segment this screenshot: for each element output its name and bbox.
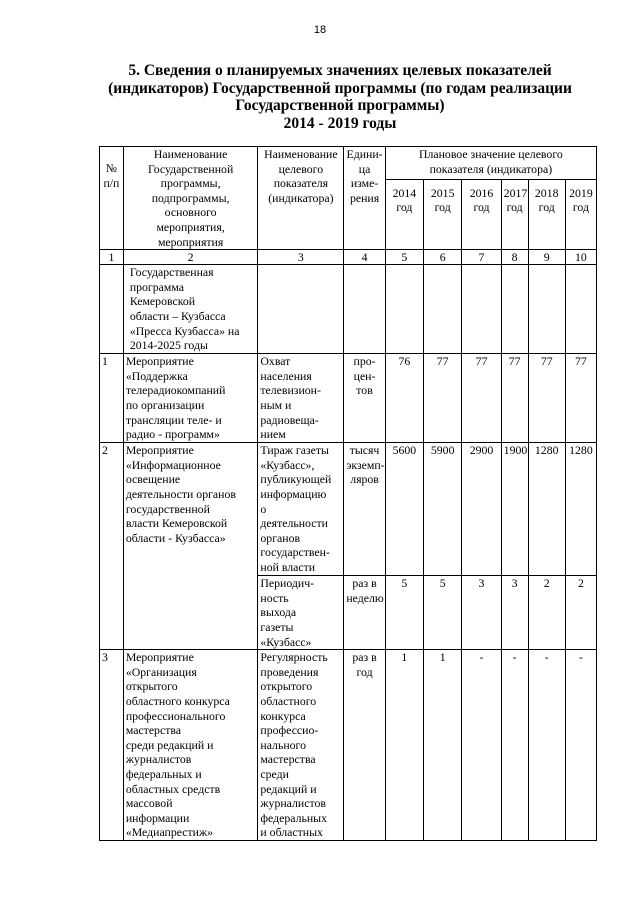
table-row xyxy=(100,650,597,841)
indicator-value: 77 xyxy=(565,354,596,443)
indicator-value: 77 xyxy=(462,354,501,443)
header-year xyxy=(528,179,565,249)
column-number: 5 xyxy=(385,250,423,265)
year-suffix: год xyxy=(506,200,523,215)
activity-name: Мероприятие «Организация открытого областного конкурса профессионального мастерства среди редакций и журналистов федеральных и областных средств массовой информации «Медиапрестиж» xyxy=(123,650,258,841)
indicator-value: 2 xyxy=(528,576,565,650)
year-value: 2017 xyxy=(503,185,528,200)
indicator-value: 5900 xyxy=(424,443,462,576)
row-num: 1 xyxy=(100,354,124,443)
column-number: 3 xyxy=(258,250,344,265)
indicator-unit: про- цен- тов xyxy=(344,354,385,443)
empty-cell xyxy=(462,265,501,354)
title-line: (индикаторов) Государственной программы (по годам реализации xyxy=(108,79,572,97)
header-indicator-name: Наименование целевого показателя (индикатора) xyxy=(258,147,344,250)
header-num: № п/п xyxy=(100,147,124,250)
column-number: 7 xyxy=(462,250,501,265)
indicator-name: Периодич- ность выхода газеты «Кузбасс» xyxy=(258,576,344,650)
year-suffix: год xyxy=(572,200,589,215)
indicator-name: Охват населения телевизион- ным и радиовеща- нием xyxy=(258,354,344,443)
column-numbers-row xyxy=(100,250,597,265)
empty-cell xyxy=(565,265,596,354)
empty-cell xyxy=(344,265,385,354)
indicator-value: 76 xyxy=(385,354,423,443)
year-suffix: год xyxy=(434,200,451,215)
indicator-name: Регулярность проведения открытого областного конкурса профессио- нального мастерства среди редакций и журналистов федеральных и областных xyxy=(258,650,344,841)
indicator-value: 2900 xyxy=(462,443,501,576)
title-line: 5. Сведения о планируемых значениях целевых показателей xyxy=(128,62,552,79)
indicator-name: Тираж газеты «Кузбасс», публикующей информацию о деятельности органов государствен- ной власти xyxy=(258,443,344,576)
indicator-value: - xyxy=(528,650,565,841)
indicator-value: 5 xyxy=(424,576,462,650)
indicator-value: 3 xyxy=(462,576,501,650)
year-value: 2016 xyxy=(469,185,494,200)
empty-cell xyxy=(501,265,528,354)
indicator-value: - xyxy=(501,650,528,841)
year-suffix: год xyxy=(396,200,413,215)
year-suffix: год xyxy=(538,200,555,215)
indicator-value: 77 xyxy=(528,354,565,443)
column-number: 6 xyxy=(424,250,462,265)
indicator-unit: раз в неделю xyxy=(344,576,385,650)
indicator-value: 5 xyxy=(385,576,423,650)
indicator-value: - xyxy=(565,650,596,841)
empty-cell xyxy=(385,265,423,354)
year-suffix: год xyxy=(473,200,490,215)
program-num-cell xyxy=(100,265,124,354)
indicator-value: 1900 xyxy=(501,443,528,576)
indicator-value: 2 xyxy=(565,576,596,650)
header-planned-value: Плановое значение целевого показателя (индикатора) xyxy=(385,147,596,180)
indicator-value: 3 xyxy=(501,576,528,650)
header-year xyxy=(424,179,462,249)
empty-cell xyxy=(528,265,565,354)
table-row xyxy=(100,354,597,443)
column-number: 10 xyxy=(565,250,596,265)
header-unit: Едини- ца изме- рения xyxy=(344,147,385,250)
row-num: 3 xyxy=(100,650,124,841)
column-number: 8 xyxy=(501,250,528,265)
indicator-value: - xyxy=(462,650,501,841)
header-program-name: Наименование Государственной программы, подпрограммы, основного мероприятия, мероприятия xyxy=(123,147,258,250)
year-value: 2014 xyxy=(392,185,417,200)
header-year xyxy=(462,179,501,249)
indicator-value: 1 xyxy=(385,650,423,841)
program-name: Государственная программа Кемеровской области – Кузбасса «Пресса Кузбасса» на 2014-2025 годы xyxy=(123,265,258,354)
indicator-value: 5600 xyxy=(385,443,423,576)
year-value: 2015 xyxy=(430,185,455,200)
indicator-value: 77 xyxy=(424,354,462,443)
indicator-unit: раз в год xyxy=(344,650,385,841)
activity-name: Мероприятие «Поддержка телерадиокомпаний по организации трансляции теле- и радио - программ» xyxy=(123,354,258,443)
column-number: 9 xyxy=(528,250,565,265)
program-row xyxy=(100,265,597,354)
indicator-value: 1 xyxy=(424,650,462,841)
page-number: 18 xyxy=(313,24,327,36)
indicator-value: 1280 xyxy=(528,443,565,576)
row-num: 2 xyxy=(100,443,124,650)
year-value: 2018 xyxy=(534,185,559,200)
header-year xyxy=(501,179,528,249)
empty-cell xyxy=(424,265,462,354)
indicators-table xyxy=(99,146,597,841)
column-number: 2 xyxy=(123,250,258,265)
indicator-value: 1280 xyxy=(565,443,596,576)
title-line: Государственной программы) xyxy=(235,97,445,114)
title-years: 2014 - 2019 годы xyxy=(283,114,397,132)
column-number: 4 xyxy=(344,250,385,265)
header-year xyxy=(565,179,596,249)
indicator-unit: тысяч экземп- ляров xyxy=(344,443,385,576)
indicator-value: 77 xyxy=(501,354,528,443)
header-row xyxy=(100,147,597,180)
empty-cell xyxy=(258,265,344,354)
activity-name: Мероприятие «Информационное освещение деятельности органов государственной власти Кемеровской области - Кузбасса» xyxy=(123,443,258,650)
column-number: 1 xyxy=(100,250,124,265)
table-row xyxy=(100,443,597,576)
header-year xyxy=(385,179,423,249)
section-title xyxy=(80,62,600,132)
year-value: 2019 xyxy=(569,185,593,200)
